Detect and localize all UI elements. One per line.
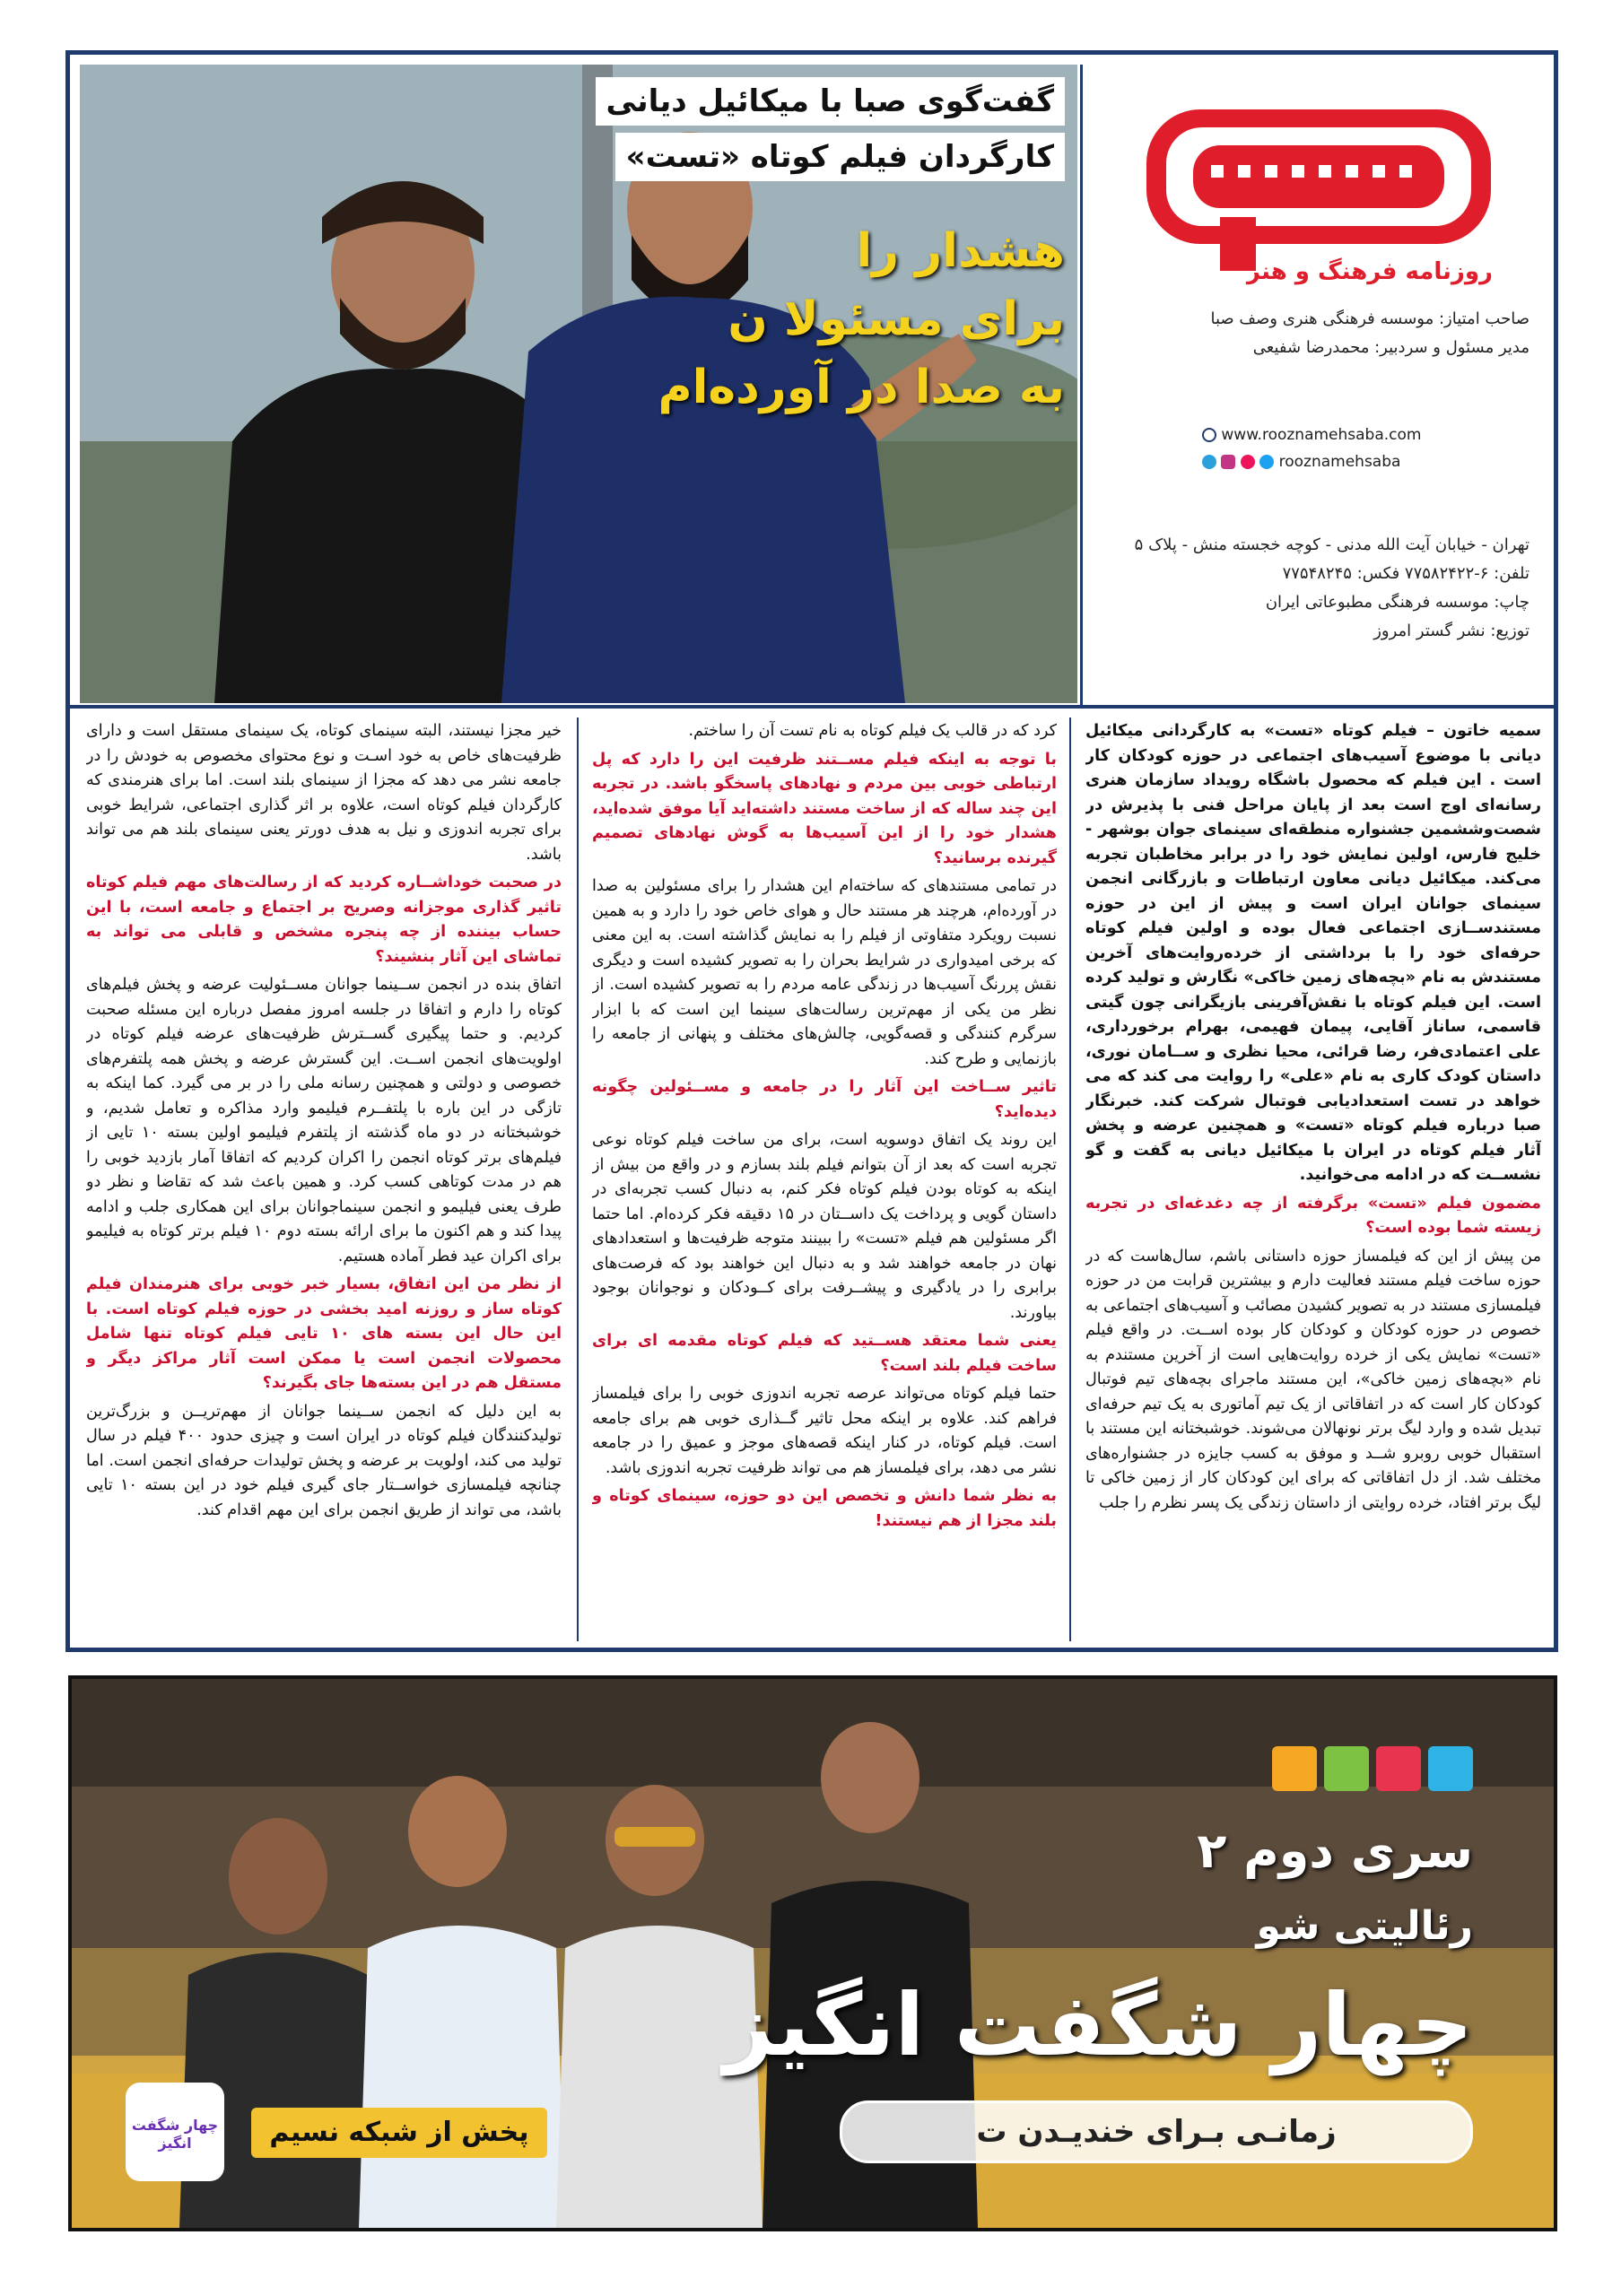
brand-tile-4 (1272, 1746, 1317, 1791)
ad-broadcast: پخش از شبکه نسیم (269, 2117, 529, 2148)
article-intro: سمیه خاتون – فیلم کوتاه «تست» به کارگردانی میکائیل دیانی با موضوع آسیب‌های اجتماعی در حوزه کودکان کار است . این فیلم که محصول باشگاه رویداد سازمان هنری رسانه‌ای اوج است بعد از پایان مراحل فنی با پذیرش در شصت‌وششمین جشنواره منطقه‌ای سینمای جوان بوشهر - خلیج فارس، اولین نمایش خود را در برابر مخاطبان تجربه می‌کند. میکائیل دیانی معاون ارتباطات و بازرگانی انجمن سینمای جوانان ایران است و پیش از این در حوزه مستندســازی اجتماعی فعال بوده و اولین فیلم کوتاه حرفه‌ای خود را با برداشتی از خرده‌روایت‌های آخرین مستندش به نام «بچه‌های زمین خاکی» نگارش و تولید کرده است. این فیلم کوتاه با نقش‌آفرینی بازیگرانی چون گیتی قاسمی، ساناز آقایی، پیمان فهیمی، بهرام برخورداری، علی اعتمادی‌فر، رضا قرائی، محیا نظری و ســامان نوری، داستان کودک کاری به نام «علی» را روایت می کند که می خواهد در تست استعدادیابی فوتبال شرکت کند. خبرنگار صبا درباره فیلم کوتاه «تست» و همچنین عرضه و پخش آثار فیلم کوتاه در ایران با میکائیل دیانی به گفت و گو نشســت که در ادامه می‌خوانید. (1085, 722, 1541, 1184)
answer-7: به این دلیل که انجمن ســینما جوانان از مهم‌تریــن و بزرگ‌ترین تولیدکنندگان فیلم کوتاه در ایران است و چیزی حدود ۴۰۰ فیلم در سال تولید می کند، اولویت بر عرضه و پخش تولیدات حرفه‌ای انجمن است. اما چنانچه فیلمسازی خواســتار جای گیری فیلم خود در این بسته ۱۰ تایی باشد، می تواند از طریق انجمن برای این مهم اقدام کند. (86, 1402, 562, 1519)
ad-tagline-box (840, 2100, 1473, 2163)
brand-tile-1 (1428, 1746, 1473, 1791)
col2-paragraph-1: کرد که در قالب یک فیلم کوتاه به نام تست آن را ساختم. (688, 722, 1057, 740)
headline-line-2: برای مسئولا ن (728, 292, 1065, 346)
social-handle[interactable]: rooznamehsaba (1278, 453, 1401, 471)
column-divider-1 (1069, 718, 1071, 1641)
col3-paragraph-1: خیر مجزا نیستند، البته سینمای کوتاه، یک سینمای مستقل است و دارای ظرفیت‌های خاص به خود اسـت و نوع محتوای مخصوص به خودش را در جامعه نشر می دهد که مجزا از سینمای بلند است. اما برای هنرمندی که کارگردان فیلم کوتاه است، علاوه بر اثر گذاری اجتماعی، شرایط خوبی برای تجربه اندوزی و نیل به هدف دورتر یعنی سینمای بلند هم می تواند باشد. (86, 722, 562, 864)
masthead-info (1108, 305, 1529, 362)
question-2: با توجه به اینکه فیلم مســتند ظرفیت این را دارد که پل ارتباطی خوبی بین مردم و نهادهای پاسخگو باشد. در تجربه این چند ساله که از ساخت مستند داشته‌اید آیا موفق شده‌اید، هشدار خود را از این آسیب‌ها به گوش نهادهای تصمیم گیرنده برسانید؟ (592, 750, 1057, 867)
web-block (1202, 422, 1421, 475)
hero-divider (70, 705, 1554, 709)
kicker-box-2 (615, 133, 1065, 181)
social-row (1202, 448, 1421, 475)
kicker-box (596, 77, 1065, 126)
advertisement[interactable] (68, 1675, 1557, 2231)
editor-line: مدیر مسئول و سردبیر: محمدرضا شفیعی (1252, 338, 1529, 357)
headline (658, 217, 1065, 422)
masthead-contact (1099, 531, 1529, 646)
logo (1139, 83, 1498, 289)
website-row (1202, 422, 1421, 448)
instagram-icon[interactable] (1221, 455, 1235, 469)
address-line: تهران - خیابان آیت الله مدنی - کوچه خجسته منش - پلاک ۵ (1134, 535, 1529, 554)
logo-subtitle: روزنامه فرهنگ و هنر (1246, 258, 1493, 285)
ad-show-type: رئالیتی شو (1256, 1903, 1473, 1949)
question-7: از نظر من این اتفاق، بسیار خبر خوبی برای هنرمندان فیلم کوتاه ساز و روزنه امید بخشی در حوزه فیلم کوتاه است. با این حال این بسته های ۱۰ تایی فیلم کوتاه تنها شامل محصولات انجمن است یا ممکن است آثار مراکز دیگر و مستقل هم در این بسته‌ها جای بگیرند؟ (86, 1275, 562, 1392)
answer-2: در تمامی مستندهای که ساخته‌ام این هشدار را برای مسئولین به صدا در آورده‌ام، هرچند هر مستند حال و هوای خاص خود را دارد و به همین نسبت رویکرد متفاوتی از فیلم را به نمایش گذاشته است. به این معنی که برخی امیدواری در شرایط بحران را به تصویر کشیده است و دیگری نقش پررنگ آسیب‌ها در زندگی عامه مردم را به تصویر کشیده است. از نظر من یکی از مهم‌ترین رسالت‌های سینما این است که با ابزار سرگرم کنندگی و قصه‌گویی، چالش‌های مختلف و پنهانی از جامعه را بازنمایی و طرح کند. (592, 877, 1057, 1068)
ad-brand-tiles (1272, 1746, 1473, 1791)
ad-title: چهار شگفت انگیز (723, 1975, 1473, 2075)
article-column-3 (86, 719, 562, 1643)
twitter-icon[interactable] (1259, 455, 1274, 469)
masthead-divider (1080, 65, 1083, 705)
answer-4: حتما فیلم کوتاه می‌تواند عرصه تجربه اندوزی خوبی را برای فیلمساز فراهم کند. علاوه بر اینکه محل تاثیر گــذاری خوبی هم برای جامعه است. فیلم کوتاه، در کنار اینکه قصه‌های موجز و عمیق را در جامعه نشر می دهد، برای فیلمساز هم می تواند ظرفیت تجربه اندوزی باشد. (592, 1385, 1057, 1477)
print-line: چاپ: موسسه فرهنگی مطبوعاتی ایران (1265, 593, 1529, 612)
brand-tile-2 (1376, 1746, 1421, 1791)
website-link[interactable]: www.rooznamehsaba.com (1221, 426, 1422, 444)
ad-show-logo (126, 2083, 224, 2181)
question-6: در صحبت خوداشــاره کردید که از رسالت‌های مهم فیلم کوتاه تاثیر گذاری موجزانه وصریح بر اجتماع و جامعه است، با این حساب بیننده از چه پنجره مشخص و قابلی می تواند به تماشای این آثار بنشیند؟ (86, 874, 562, 966)
kicker-line-2: کارگردان فیلم کوتاه «تست» (625, 139, 1054, 175)
article-column-2 (592, 719, 1057, 1643)
answer-3: این روند یک اتفاق دوسویه است، برای من ساخت فیلم کوتاه نوعی تجربه است که بعد از آن بتوانم فیلم بلند بسازم و در واقع من بیش از اینکه به کوتاه بودن فیلم کوتاه فکر کنم، به دنبال کسب تجربه‌ای در داستان گویی و پرداخت یک داســتان در ۱۵ دقیقه فکر کرده‌ام. اما حتما اگر مسئولین هم فیلم «تست» را ببینند متوجه ظرفیت‌ها و استعدادهای نهان در جامعه خواهند شد و به دنبال این خواهند بود که فرصت‌های برابری را در یادگیری و پیشــرفت برای کــودکان و نوجوانان بوجود بیاورند. (592, 1131, 1057, 1322)
globe-icon (1202, 428, 1216, 442)
question-3: تاثیر ســاخت این آثار را در جامعه و مســئولین چگونه دیده‌اید؟ (592, 1078, 1057, 1121)
ad-tagline: زمانـی بـرای خندیـدن ت (976, 2114, 1337, 2150)
question-1: مضمون فیلم «تست» برگرفته از چه دغدغه‌ای در تجربه زیسته شما بوده است؟ (1085, 1194, 1541, 1237)
telegram-icon[interactable] (1202, 455, 1216, 469)
brand-tile-3 (1324, 1746, 1369, 1791)
ad-broadcast-box (251, 2108, 547, 2158)
headline-line-3: به صدا در آورده‌ام (658, 361, 1065, 414)
aparat-icon[interactable] (1241, 455, 1255, 469)
answer-1: من پیش از این که فیلمساز حوزه داستانی باشم، سال‌هاست که در حوزه ساخت فیلم مستند فعالیت دارم و بیشترین قرابت من در حوزه فیلمسازی مستند در به تصویر کشیدن مصائب و آسیب‌های اجتماعی به خصوص در حوزه کودکان و کودکان کار بوده اســت. در واقع فیلم «تست» نمایش یکی از خرده روایت‌هایی است از آخرین مستندم به نام «بچه‌های زمین خاکی»، این مستند ماجرای بچه‌های تیم فوتبال کودکان کار است که در اتفاقاتی از یک تیم آماتوری به یک تیم حرفه‌ای تبدیل شده و وارد لیگ برتر نونهالان می‌شوند. خوشبختانه این مستند با استقبال خوبی روبرو شــد و موفق به کسب جایزه در جشنواره‌های مختلف شد. از دل اتفاقاتی که برای این کودکان کار از زمین خاکی تا لیگ برتر افتاد، خرده روایتی از داستان زندگی یک پسر نظرم را جلب (1085, 1247, 1541, 1512)
brand-letters (1472, 1746, 1473, 1747)
distribution-line: توزیع: نشر گستر امروز (1373, 622, 1529, 640)
column-divider-2 (577, 718, 579, 1641)
answer-6: اتفاق بنده در انجمن ســینما جوانان مســئولیت عرضه و پخش فیلم‌های کوتاه را دارم و اتفاقا در جلسه امروز مفصل درباره این مسئله صحبت کردیم. و حتما پیگیری گســترش ظرفیت‌های عرضه فیلم کوتاه در اولویت‌های انجمن اســت. این گسترش عرضه و پخش همه پلتفرم‌های خصوصی و دولتی و همچنین رسانه ملی را در بر می گیرد. کما اینکه به تازگی در این باره با پلتفــرم فیلیمو وارد مذاکره و تعامل شدیم، و خوشبختانه در دو ماه گذشته از پلتفرم فیلیمو اولین بسته ۱۰ تایی از فیلم‌های برتر کوتاه انجمن را اکران کردیم که اتفاقا آمار بازدید خوبی را هم در مدت کوتاهی کسب کرد. و همین باعث شد که تقاضا و نظر دو طرف یعنی فیلیمو و انجمن سینماجوانان برای این همکاری جلب و ادامه پیدا کند و هم اکنون ما برای ارائه بسته دوم ۱۰ فیلم برتر کوتاه به فیلیمو برای اکران عید فطر آماده هستیم. (86, 976, 562, 1265)
question-4: یعنی شما معتقد هســتید که فیلم کوتاه مقدمه ای برای ساخت فیلم بلند است؟ (592, 1332, 1057, 1375)
phone-line: تلفن: ۶-۷۷۵۸۲۴۲۲ فکس: ۷۷۵۴۸۲۴۵ (1282, 564, 1529, 583)
masthead (1085, 65, 1547, 703)
ad-series: سری دوم ۲ (1197, 1822, 1473, 1879)
license-line: صاحب امتیاز: موسسه فرهنگی هنری وصف صبا (1210, 309, 1529, 328)
question-5: به نظر شما دانش و تخصص این دو حوزه، سینمای کوتاه و بلند مجزا از هم نیستند! (592, 1487, 1057, 1530)
article-column-1 (1085, 719, 1541, 1643)
hero-photo (80, 65, 1077, 703)
headline-line-1: هشدار را (856, 224, 1065, 278)
show-logo-text: چهار شگفت انگیز (131, 2117, 219, 2152)
kicker-line-1: گفت‌گوی صبا با میکائیل دیانی (606, 83, 1054, 119)
